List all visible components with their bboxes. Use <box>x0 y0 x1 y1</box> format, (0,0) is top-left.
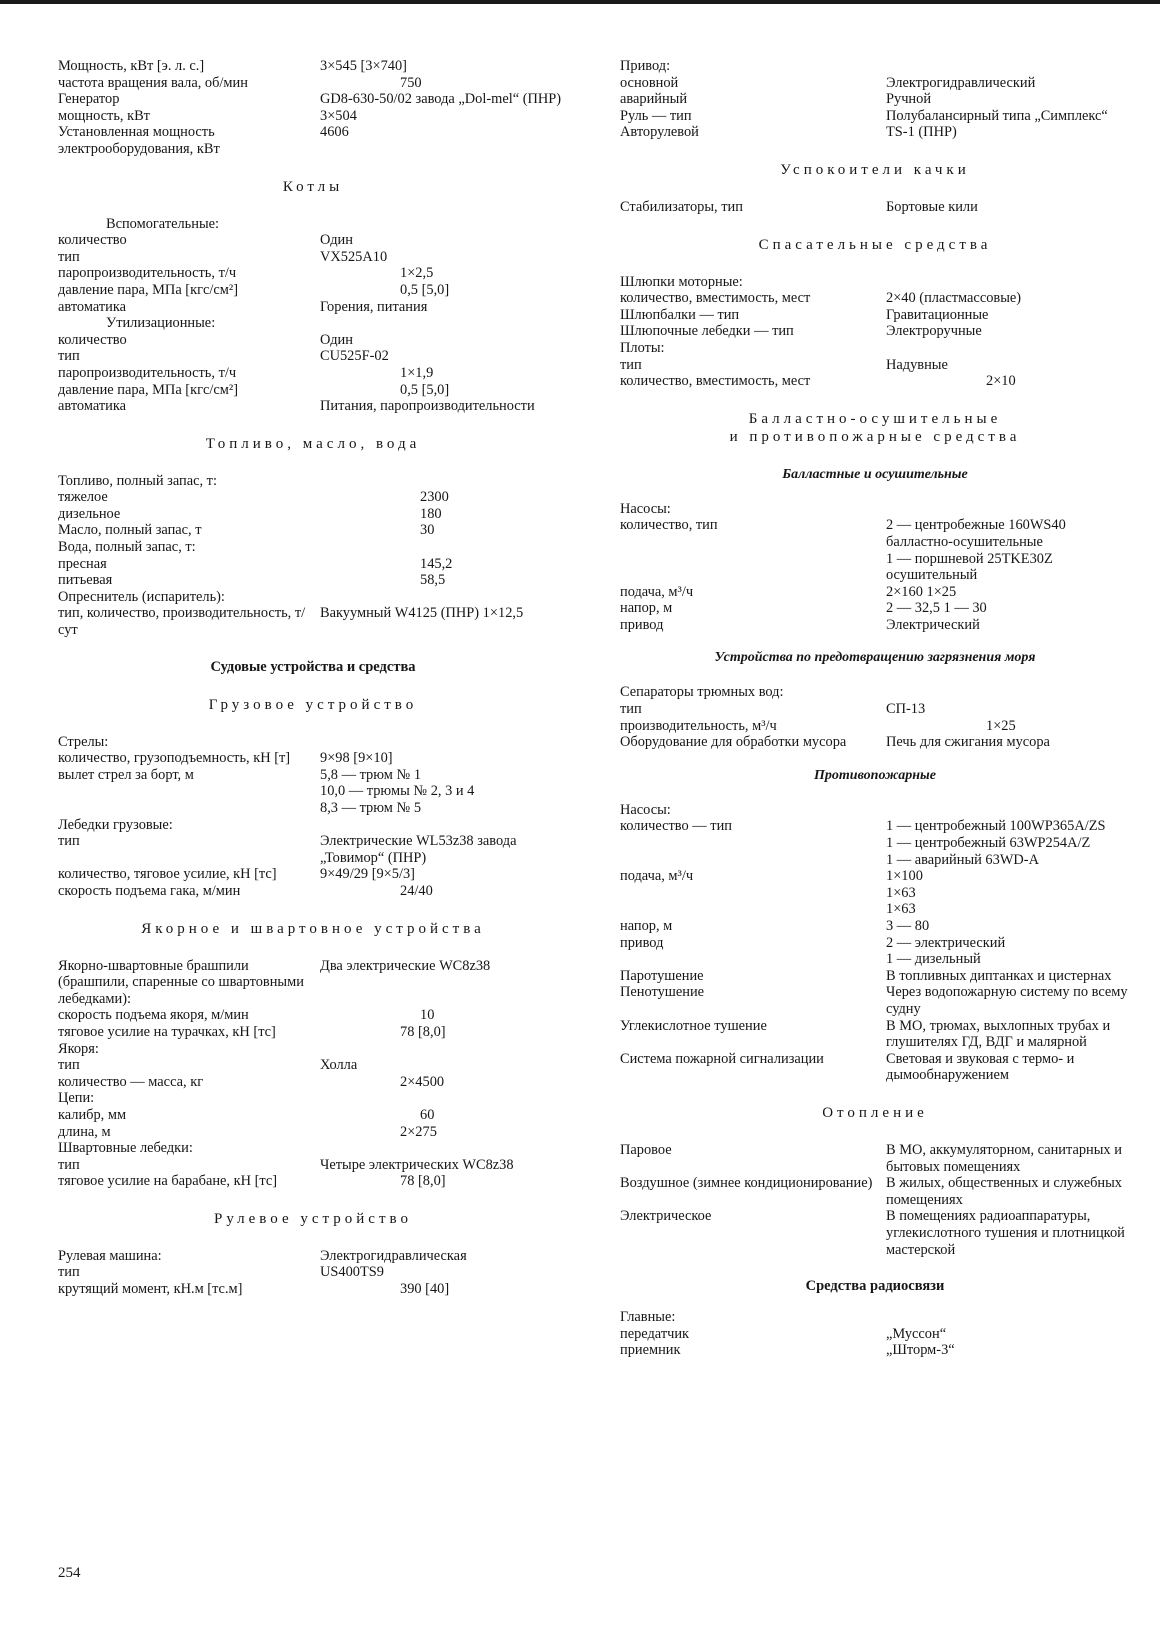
spec-row <box>58 1173 568 1190</box>
spec-label: мощность, кВт <box>58 107 150 124</box>
spec-label: количество <box>58 331 127 348</box>
spec-label: количество, вместимость, мест <box>620 290 811 307</box>
spec-label: вылет стрел за борт, м <box>58 766 194 783</box>
spec-row <box>58 605 568 638</box>
spec-label: Электрическое <box>620 1208 712 1225</box>
spec-label: дизельное <box>58 505 121 522</box>
spec-label: Главные: <box>620 1309 676 1326</box>
section-heading: Успокоители качки <box>780 161 970 178</box>
spec-label: тип <box>58 1156 80 1173</box>
spec-label: скорость подъема гака, м/мин <box>58 882 241 899</box>
spec-value: Холла <box>320 1057 358 1074</box>
spec-label: Оборудование для обработки мусора <box>620 734 847 751</box>
spec-value: Электроручные <box>886 323 982 340</box>
spec-value: 24/40 <box>400 882 433 899</box>
spec-value: 2×275 <box>400 1123 437 1140</box>
spec-row <box>58 539 568 556</box>
spec-label: Привод: <box>620 58 671 74</box>
spec-value: Полубалансирный типа „Симплекс“ <box>886 107 1108 124</box>
subsection-heading: Устройства по предотвращению загрязнения моря <box>714 650 1036 666</box>
spec-value: 3×504 <box>320 107 357 124</box>
spec-value: Питания, паропроизводительности <box>320 398 535 415</box>
spec-label: крутящий момент, кН.м [тс.м] <box>58 1281 243 1298</box>
spec-label: Масло, полный запас, т <box>58 522 202 539</box>
spec-value: 3×545 [3×740] <box>320 58 407 74</box>
spec-value: 2 — центробежные 160WS40 балластно-осушительные 1 — поршневой 25TKE30Z осушительный <box>886 517 1066 584</box>
spec-row <box>58 1248 568 1265</box>
spec-row <box>620 1051 1130 1084</box>
spec-row <box>620 501 1130 518</box>
section-heading: Спасательные средства <box>758 236 992 253</box>
spec-row <box>620 1309 1130 1326</box>
spec-row <box>58 315 568 332</box>
spec-value: 10 <box>420 1007 435 1024</box>
spec-row <box>620 323 1130 340</box>
spec-label: привод <box>620 934 664 951</box>
spec-label: давление пара, МПа [кгс/см²] <box>58 381 238 398</box>
spec-label: приемник <box>620 1342 681 1359</box>
spec-label: основной <box>620 74 679 91</box>
spec-value: 4606 <box>320 124 349 141</box>
spec-row <box>58 767 568 817</box>
spec-label: Насосы: <box>620 801 671 818</box>
spec-row <box>620 124 1130 141</box>
spec-row <box>58 348 568 365</box>
spec-label: Паровое <box>620 1141 672 1158</box>
spec-label: напор, м <box>620 918 673 934</box>
spec-value: 2 — 32,5 1 — 30 <box>886 600 987 617</box>
spec-label: Утилизационные: <box>106 315 216 332</box>
spec-label: количество, тяговое усилие, кН [тс] <box>58 866 277 883</box>
spec-label: Мощность, кВт [э. л. с.] <box>58 58 205 74</box>
spec-value: TS-1 (ПНР) <box>886 124 957 141</box>
spec-value: СП-13 <box>886 701 926 718</box>
spec-value: Четыре электрических WC8z38 <box>320 1156 514 1173</box>
spec-label: тип <box>58 833 80 850</box>
spec-label: Сепараторы трюмных вод: <box>620 684 784 701</box>
spec-row <box>620 1142 1130 1175</box>
spec-row <box>620 600 1130 617</box>
spec-label: Опреснитель (испаритель): <box>58 588 225 605</box>
spec-row <box>620 290 1130 307</box>
spec-value: Ручной <box>886 91 932 108</box>
spec-row <box>620 684 1130 701</box>
spec-row <box>58 1007 568 1024</box>
spec-row <box>58 958 568 1008</box>
spec-value: 750 <box>400 74 422 91</box>
spec-row <box>58 216 568 233</box>
section-heading: Балластно-осушительные и противопожарные средства <box>729 410 1021 445</box>
spec-row <box>58 58 568 75</box>
spec-value: Два электрические WC8z38 <box>320 957 491 974</box>
spec-label: количество, грузоподъемность, кН [т] <box>58 750 291 767</box>
section-heading: Котлы <box>282 178 344 195</box>
spec-label: Якорно-швартовные брашпили (брашпили, спаренные со швартовными лебедками): <box>58 957 304 1007</box>
spec-value: Горения, питания <box>320 298 428 315</box>
spec-value: Вакуумный W4125 (ПНР) 1×12,5 <box>320 605 524 622</box>
spec-row <box>58 332 568 349</box>
spec-value: VX525A10 <box>320 248 388 265</box>
spec-row <box>58 1124 568 1141</box>
spec-value: „Шторм-3“ <box>886 1342 955 1359</box>
section-heading: Рулевое устройство <box>213 1210 412 1227</box>
spec-row <box>620 1018 1130 1051</box>
spec-row <box>620 517 1130 583</box>
spec-value: 1×2,5 <box>400 265 434 282</box>
spec-row <box>58 506 568 523</box>
spec-label: тяговое усилие на турачках, кН [тс] <box>58 1023 276 1040</box>
spec-value: Электрические WL53z38 завода „Товимор“ (ПНР) <box>320 833 517 866</box>
spec-value: 180 <box>420 505 442 522</box>
spec-row <box>620 1342 1130 1359</box>
spec-value: Электрический <box>886 616 980 633</box>
spec-row <box>620 617 1130 634</box>
spec-label: калибр, мм <box>58 1106 127 1123</box>
spec-row <box>58 522 568 539</box>
spec-row <box>58 1107 568 1124</box>
spec-value: 3 — 80 <box>886 918 930 934</box>
spec-value: 2×4500 <box>400 1073 445 1090</box>
spec-row <box>58 398 568 415</box>
spec-row <box>58 866 568 883</box>
spec-label: аварийный <box>620 91 688 108</box>
spec-row <box>58 1281 568 1298</box>
spec-label: количество, тип <box>620 517 718 534</box>
spec-label: Руль — тип <box>620 107 692 124</box>
spec-value: Печь для сжигания мусора <box>886 734 1050 751</box>
spec-value: 1×25 <box>986 717 1016 734</box>
spec-value: Световая и звуковая с термо- и дымообнаружением <box>886 1050 1075 1084</box>
spec-label: Стрелы: <box>58 733 109 750</box>
spec-value: 145,2 <box>420 555 453 572</box>
spec-label: количество, вместимость, мест <box>620 373 811 390</box>
spec-label: Рулевая машина: <box>58 1247 162 1264</box>
spec-value: 9×49/29 [9×5/3] <box>320 866 415 883</box>
spec-value: 2×160 1×25 <box>886 583 957 600</box>
spec-label: производительность, м³/ч <box>620 717 777 734</box>
spec-label: Вспомогательные: <box>106 215 220 232</box>
spec-label: тяговое усилие на барабане, кН [тс] <box>58 1173 278 1190</box>
spec-row <box>58 91 568 108</box>
spec-row <box>58 1057 568 1074</box>
spec-label: передатчик <box>620 1325 690 1342</box>
spec-value: 2×40 (пластмассовые) <box>886 290 1022 307</box>
spec-label: Воздушное (зимнее кондиционирование) <box>620 1175 873 1192</box>
spec-row <box>58 750 568 767</box>
spec-row <box>620 818 1130 868</box>
spec-value: US400TS9 <box>320 1264 384 1281</box>
spec-row <box>620 868 1130 918</box>
spec-label: паропроизводительность, т/ч <box>58 364 237 381</box>
spec-value: 2 — электрический 1 — дизельный <box>886 934 1006 968</box>
spec-value: В топливных диптанках и цистернах <box>886 967 1112 984</box>
spec-row <box>58 1140 568 1157</box>
spec-row <box>58 734 568 751</box>
spec-label: тип <box>58 1264 80 1281</box>
spec-row <box>58 108 568 125</box>
spec-label: напор, м <box>620 600 673 617</box>
spec-label: Насосы: <box>620 500 671 517</box>
spec-value: Бортовые кили <box>886 198 978 215</box>
spec-value: Один <box>320 232 353 249</box>
spec-label: подача, м³/ч <box>620 583 694 600</box>
section-heading: Отопление <box>822 1104 928 1121</box>
spec-row <box>58 282 568 299</box>
spec-row <box>620 1326 1130 1343</box>
spec-value: Через водопожарную систему по всему судну <box>886 984 1128 1017</box>
spec-value: 2300 <box>420 489 449 506</box>
spec-row <box>58 1041 568 1058</box>
spec-value: 78 [8,0] <box>400 1023 446 1040</box>
spec-label: количество — тип <box>620 818 732 835</box>
spec-value: Гравитационные <box>886 306 989 323</box>
spec-row <box>620 199 1130 216</box>
spec-value: Надувные <box>886 356 948 373</box>
spec-label: Система пожарной сигнализации <box>620 1050 824 1067</box>
spec-label: Вода, полный запас, т: <box>58 539 196 556</box>
spec-label: Якоря: <box>58 1040 99 1057</box>
spec-row <box>620 373 1130 390</box>
spec-row <box>58 589 568 606</box>
spec-value: 1×1,9 <box>400 364 434 381</box>
spec-row <box>58 365 568 382</box>
spec-label: Швартовные лебедки: <box>58 1140 193 1157</box>
subsection-heading: Противопожарные <box>814 767 936 783</box>
spec-label: Пенотушение <box>620 984 705 1001</box>
spec-row <box>620 918 1130 935</box>
spec-label: Топливо, полный запас, т: <box>58 472 217 489</box>
spec-label: Генератор <box>58 91 120 108</box>
spec-row <box>620 718 1130 735</box>
section-heading: Грузовое устройство <box>208 696 418 713</box>
spec-row <box>620 802 1130 819</box>
page-number: 254 <box>58 1565 81 1581</box>
spec-value: 5,8 — трюм № 1 10,0 — трюмы № 2, 3 и 4 8,3 — трюм № 5 <box>320 766 475 816</box>
spec-row <box>620 357 1130 374</box>
spec-label: Шлюпбалки — тип <box>620 306 740 323</box>
spec-value: 1 — центробежный 100WP365A/ZS 1 — центробежный 63WP254A/Z 1 — аварийный 63WD-A <box>886 818 1106 868</box>
spec-label: Авторулевой <box>620 124 699 141</box>
spec-row <box>620 75 1130 92</box>
spec-value: Один <box>320 331 353 348</box>
spec-label: скорость подъема якоря, м/мин <box>58 1007 249 1024</box>
spec-row <box>58 489 568 506</box>
spec-row <box>58 382 568 399</box>
spec-label: пресная <box>58 555 107 572</box>
spec-label: тяжелое <box>58 489 108 506</box>
left-column <box>58 58 568 1298</box>
spec-label: количество <box>58 232 127 249</box>
spec-row <box>58 473 568 490</box>
spec-row <box>58 75 568 92</box>
spec-label: Установленная мощность электрооборудования, кВт <box>58 124 220 157</box>
spec-label: Стабилизаторы, тип <box>620 198 743 215</box>
spec-label: подача, м³/ч <box>620 868 694 885</box>
spec-label: давление пара, МПа [кгс/см²] <box>58 281 238 298</box>
spec-row <box>620 984 1130 1017</box>
spec-row <box>58 1074 568 1091</box>
spec-row <box>620 584 1130 601</box>
spec-row <box>620 1208 1130 1258</box>
spec-label: автоматика <box>58 398 127 415</box>
section-heading: Якорное и швартовное устройства <box>141 920 485 937</box>
spec-value: 0,5 [5,0] <box>400 281 450 298</box>
spec-value: „Муссон“ <box>886 1325 947 1342</box>
spec-value: 30 <box>420 522 435 539</box>
spec-label: автоматика <box>58 298 127 315</box>
spec-label: Плоты: <box>620 339 665 356</box>
spec-value: CU525F-02 <box>320 348 389 365</box>
spec-label: тип <box>58 1057 80 1074</box>
spec-value: 2×10 <box>986 373 1016 390</box>
spec-row <box>620 968 1130 985</box>
spec-value: В МО, аккумуляторном, санитарных и бытовых помещениях <box>886 1141 1122 1175</box>
spec-row <box>58 232 568 249</box>
spec-label: тип <box>620 356 642 373</box>
spec-label: тип <box>620 701 642 718</box>
spec-value: 60 <box>420 1106 435 1123</box>
spec-label: Цепи: <box>58 1090 95 1107</box>
spec-row <box>58 1157 568 1174</box>
spec-label: Углекислотное тушение <box>620 1017 767 1034</box>
spec-value: В помещениях радиоаппаратуры, углекислотного тушения и плотницкой мастерской <box>886 1208 1125 1258</box>
spec-row <box>620 91 1130 108</box>
spec-label: тип <box>58 248 80 265</box>
spec-label: Шлюпочные лебедки — тип <box>620 323 794 340</box>
spec-label: паропроизводительность, т/ч <box>58 265 237 282</box>
spec-row <box>58 124 568 157</box>
part-heading: Судовые устройства и средства <box>210 658 416 675</box>
spec-row <box>58 1090 568 1107</box>
spec-row <box>58 1264 568 1281</box>
spec-row <box>58 572 568 589</box>
spec-row <box>58 833 568 866</box>
spec-value: 0,5 [5,0] <box>400 381 450 398</box>
spec-label: длина, м <box>58 1123 111 1140</box>
spec-row <box>620 340 1130 357</box>
spec-row <box>620 701 1130 718</box>
spec-row <box>620 1175 1130 1208</box>
subsection-heading: Балластные и осушительные <box>782 466 968 482</box>
spec-value: В МО, трюмах, выхлопных трубах и глушителях ГД, ВДГ и малярной <box>886 1017 1111 1051</box>
spec-value: Электрогидравлический <box>886 74 1036 91</box>
spec-label: Шлюпки моторные: <box>620 273 743 290</box>
spec-value: 1×100 1×63 1×63 <box>886 868 923 918</box>
spec-label: количество — масса, кг <box>58 1073 204 1090</box>
spec-label: Паротушение <box>620 967 704 984</box>
spec-value: 78 [8,0] <box>400 1173 446 1190</box>
spec-value: В жилых, общественных и служебных помещениях <box>886 1175 1122 1208</box>
spec-row <box>620 274 1130 291</box>
page-top-rule <box>0 0 1160 4</box>
spec-label: тип <box>58 348 80 365</box>
spec-value: 9×98 [9×10] <box>320 750 393 767</box>
spec-value: Электрогидравлическая <box>320 1247 467 1264</box>
spec-row <box>58 556 568 573</box>
spec-label: Лебедки грузовые: <box>58 816 173 833</box>
spec-row <box>620 935 1130 968</box>
spec-value: 390 [40] <box>400 1281 450 1298</box>
spec-row <box>620 307 1130 324</box>
spec-value: GD8-630-50/02 завода „Dol-mel“ (ПНР) <box>320 91 562 108</box>
section-heading: Топливо, масло, вода <box>205 435 421 452</box>
spec-row <box>620 108 1130 125</box>
spec-value: 58,5 <box>420 572 446 589</box>
spec-row <box>58 265 568 282</box>
spec-row <box>58 299 568 316</box>
right-column <box>620 58 1130 1359</box>
part-heading: Средства радиосвязи <box>805 1278 945 1295</box>
spec-row <box>58 817 568 834</box>
spec-label: привод <box>620 616 664 633</box>
spec-row <box>58 1024 568 1041</box>
spec-label: питьевая <box>58 572 113 589</box>
spec-label: частота вращения вала, об/мин <box>58 74 248 91</box>
spec-row <box>620 58 1130 75</box>
spec-row <box>620 734 1130 751</box>
spec-row <box>58 249 568 266</box>
spec-label: тип, количество, производительность, т/сут <box>58 605 306 639</box>
spec-row <box>58 883 568 900</box>
